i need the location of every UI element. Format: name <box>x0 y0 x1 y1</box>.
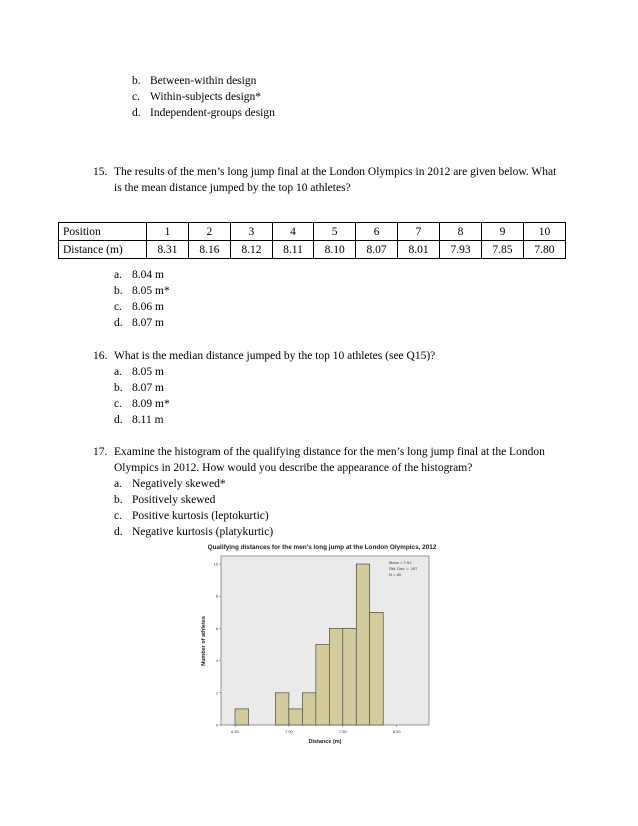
table-cell: 5 <box>314 223 356 241</box>
option-text: Negative kurtosis (platykurtic) <box>132 526 274 538</box>
legend-line: Std. Dev. = .197 <box>389 566 418 571</box>
table-row-position <box>59 223 566 241</box>
q15-question-line1: The results of the men’s long jump final at the London Olympics in 2012 are given below. What <box>114 166 557 178</box>
option-letter: a. <box>114 269 122 281</box>
option-text: 8.09 m* <box>132 398 170 410</box>
q16-number: 16. <box>93 350 108 362</box>
q17-number: 17. <box>93 446 108 458</box>
option-text: 8.04 m <box>132 269 164 281</box>
q17-option-b <box>114 493 215 507</box>
option-letter: c. <box>132 91 140 103</box>
q17-option-a <box>114 477 226 491</box>
q17-question-line1: Examine the histogram of the qualifying distance for the men’s long jump final at the London <box>114 446 545 458</box>
histogram-bar <box>343 628 356 725</box>
table-cell: 9 <box>481 223 523 241</box>
option-letter: d. <box>114 526 123 538</box>
q16-option-c <box>114 397 170 411</box>
histogram-bar <box>275 693 288 725</box>
option-letter: b. <box>114 382 123 394</box>
option-letter: b. <box>132 75 141 87</box>
option-letter: a. <box>114 478 122 490</box>
table-cell: 8.11 <box>272 241 313 259</box>
histogram-bar <box>356 564 369 725</box>
histogram-bar <box>302 693 315 725</box>
histogram-bar <box>329 628 342 725</box>
x-axis-label: Distance (m) <box>308 739 342 745</box>
q16-option-d <box>114 413 164 427</box>
q15-option-c <box>114 300 164 314</box>
option-letter: c. <box>114 510 122 522</box>
table-cell: 8 <box>440 223 482 241</box>
q15-option-b <box>114 284 170 298</box>
option-text: Between-within design <box>150 75 257 87</box>
option-text: Positively skewed <box>132 494 216 506</box>
table-cell: 8.31 <box>147 241 189 259</box>
table-row-distance <box>59 241 566 259</box>
y-tick-label: 6 <box>215 625 218 631</box>
table-cell: 8.10 <box>314 241 356 259</box>
table-header-position: Position <box>59 223 147 241</box>
option-text: Positive kurtosis (leptokurtic) <box>132 510 269 522</box>
table-cell: 1 <box>147 223 189 241</box>
y-axis-ticks <box>214 562 221 728</box>
table-cell: 7 <box>398 223 440 241</box>
table-cell: 7.93 <box>440 241 482 259</box>
option-text: 8.07 m <box>132 317 164 329</box>
q15-number: 15. <box>93 166 108 178</box>
table-cell: 8.07 <box>356 241 398 259</box>
option-text: Independent-groups design <box>150 107 275 119</box>
option-letter: d. <box>132 107 141 119</box>
q16-question-line1: What is the median distance jumped by the top 10 athletes (see Q15)? <box>114 350 436 362</box>
option-letter: d. <box>114 414 123 426</box>
legend-line: Mean = 7.91 <box>389 560 412 565</box>
q14-option-d <box>132 106 275 120</box>
x-axis-ticks <box>231 725 401 734</box>
table-cell: 8.01 <box>398 241 440 259</box>
results-table <box>58 222 566 259</box>
x-tick-label: 8.00 <box>392 729 401 734</box>
table-cell: 7.80 <box>523 241 565 259</box>
histogram-bar <box>370 612 383 725</box>
table-cell: 8.16 <box>188 241 230 259</box>
histogram-chart <box>195 540 450 750</box>
x-tick-label: 7.00 <box>284 729 293 734</box>
option-letter: b. <box>114 285 123 297</box>
option-letter: b. <box>114 494 123 506</box>
option-letter: c. <box>114 398 122 410</box>
y-axis-label: Number of athletes <box>201 616 207 666</box>
chart-title: Qualifying distances for the men's long jump at the London Olympics, 2012 <box>207 544 437 551</box>
q15-option-d <box>114 316 164 330</box>
option-text: 8.07 m <box>132 382 164 394</box>
y-tick-label: 10 <box>213 561 218 567</box>
option-letter: a. <box>114 366 122 378</box>
y-tick-label: 2 <box>215 690 218 696</box>
x-tick-label: 7.50 <box>338 729 347 734</box>
table-cell: 4 <box>272 223 313 241</box>
q16-option-b <box>114 381 164 395</box>
option-letter: d. <box>114 317 123 329</box>
option-text: Within-subjects design* <box>150 91 262 103</box>
q16-option-a <box>114 365 164 379</box>
table-cell: 2 <box>188 223 230 241</box>
histogram-bar <box>235 709 248 725</box>
option-text: 8.05 m* <box>132 285 170 297</box>
table-cell: 10 <box>523 223 565 241</box>
q17-question-line2: Olympics in 2012. How would you describe the appearance of the histogram? <box>114 462 473 474</box>
table-header-distance: Distance (m) <box>59 241 147 259</box>
y-tick-label: 4 <box>215 658 218 664</box>
histogram-bar <box>316 645 329 725</box>
y-tick-label: 0 <box>215 722 218 728</box>
option-text: Negatively skewed* <box>132 478 226 490</box>
table-cell: 6 <box>356 223 398 241</box>
q17-option-d <box>114 525 273 539</box>
table-cell: 3 <box>230 223 272 241</box>
q15-question-line2: is the mean distance jumped by the top 10 athletes? <box>114 182 351 194</box>
table-cell: 8.12 <box>230 241 272 259</box>
y-tick-label: 8 <box>215 593 218 599</box>
option-text: 8.11 m <box>132 414 164 426</box>
q14-option-c <box>132 90 261 104</box>
option-letter: c. <box>114 301 122 313</box>
q17-option-c <box>114 509 269 523</box>
q15-option-a <box>114 268 164 282</box>
option-text: 8.06 m <box>132 301 164 313</box>
table-cell: 7.85 <box>481 241 523 259</box>
option-text: 8.05 m <box>132 366 164 378</box>
x-tick-label: 6.50 <box>231 729 239 734</box>
histogram-bar <box>289 709 302 725</box>
legend-line: N = 40 <box>389 572 401 577</box>
q14-option-b <box>132 74 256 88</box>
